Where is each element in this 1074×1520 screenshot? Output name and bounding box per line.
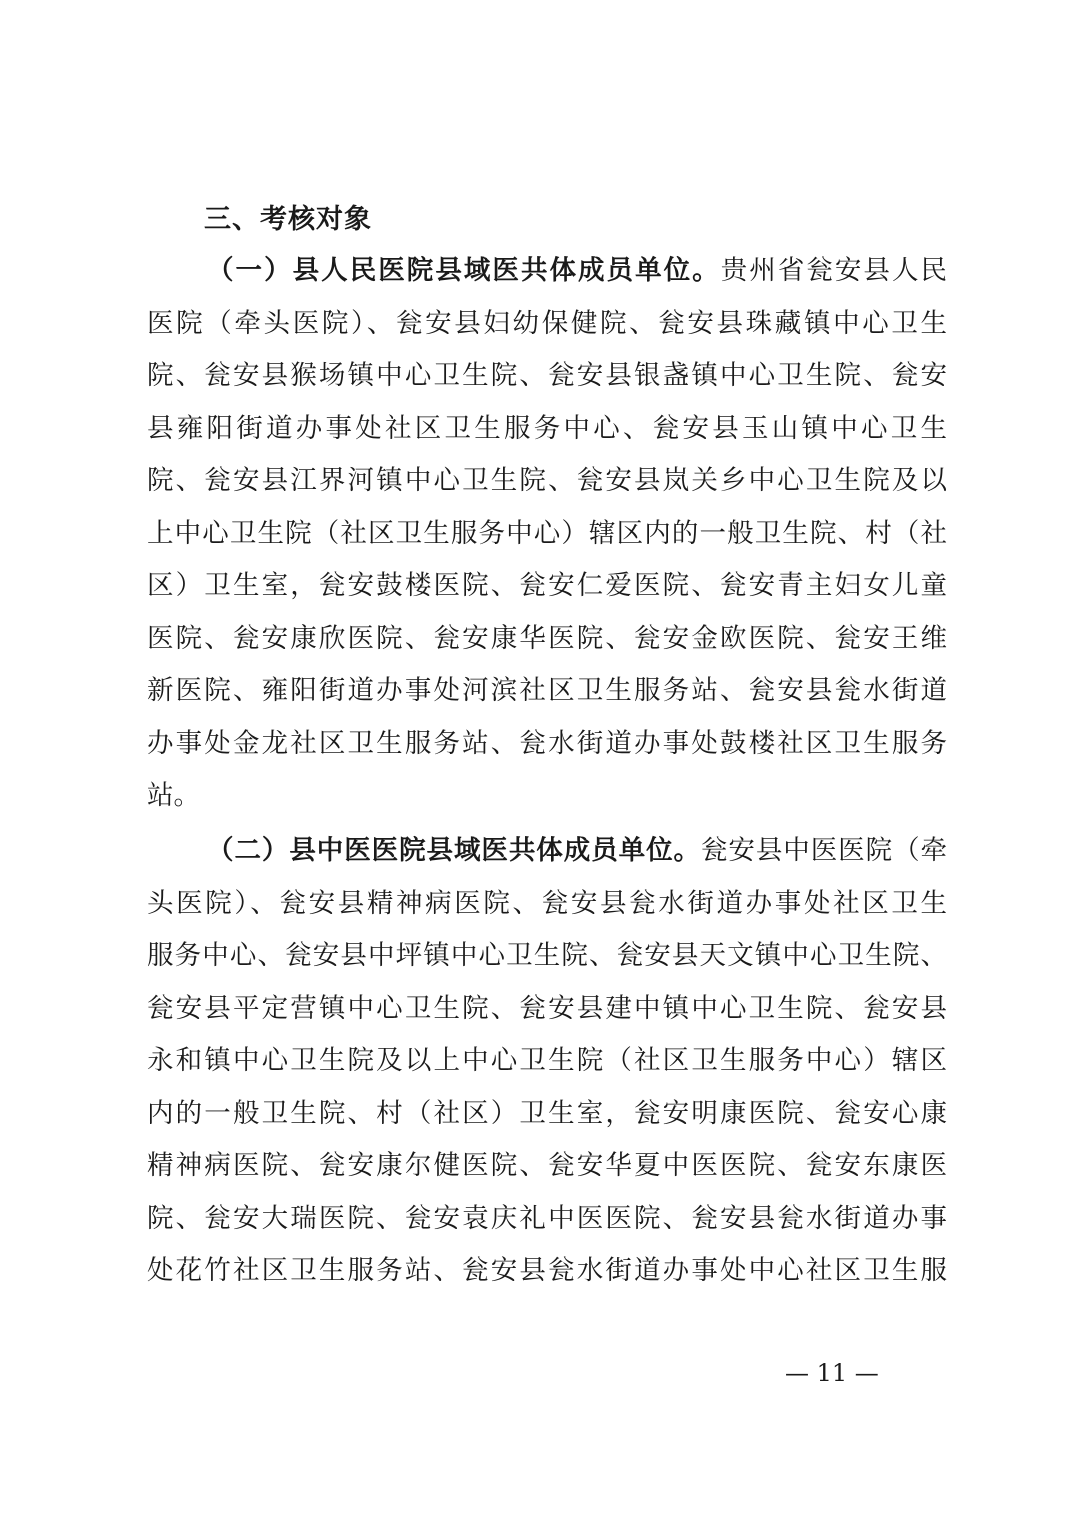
paragraph-line: 内的一般卫生院、村（社区）卫生室，瓮安明康医院、瓮安心康 [147,1097,947,1129]
paragraph-line [147,245,947,298]
paragraph-line: 精神病医院、瓮安康尔健医院、瓮安华夏中医医院、瓮安东康医 [147,1150,947,1181]
paragraph-lead: （一）县人民医院县域医共体成员单位。 [207,255,721,286]
paragraph-county-tcm-hospital [147,825,947,1298]
page-number: — 11 — [785,1359,879,1387]
paragraph-text: 瓮安县中医医院（牵 [700,835,948,866]
paragraph-line: 瓮安县平定营镇中心卫生院、瓮安县建中镇中心卫生院、瓮安县 [147,992,947,1024]
paragraph-line: 新医院、雍阳街道办事处河滨社区卫生服务站、瓮安县瓮水街道 [147,675,947,706]
paragraph-line: 县雍阳街道办事处社区卫生服务中心、瓮安县玉山镇中心卫生 [147,412,947,444]
paragraph-lead: （二）县中医医院县域医共体成员单位。 [207,835,701,866]
paragraph-line: 院、瓮安县江界河镇中心卫生院、瓮安县岚关乡中心卫生院及以 [147,465,947,496]
paragraph-line: 站。 [147,780,200,811]
section-heading: 三、考核对象 [204,204,372,235]
paragraph-line: 头医院）、瓮安县精神病医院、瓮安县瓮水街道办事处社区卫生 [147,887,947,919]
paragraph-line: 医院（牵头医院）、瓮安县妇幼保健院、瓮安县珠藏镇中心卫生 [147,307,947,339]
paragraph-line: 医院、瓮安康欣医院、瓮安康华医院、瓮安金欧医院、瓮安王维 [147,622,947,654]
paragraph-line [147,825,947,878]
paragraph-line: 院、瓮安县猴场镇中心卫生院、瓮安县银盏镇中心卫生院、瓮安 [147,360,947,391]
paragraph-line: 办事处金龙社区卫生服务站、瓮水街道办事处鼓楼社区卫生服务 [147,727,947,759]
paragraph-county-peoples-hospital [147,245,947,823]
paragraph-line: 处花竹社区卫生服务站、瓮安县瓮水街道办事处中心社区卫生服 [147,1255,947,1286]
paragraph-line: 院、瓮安大瑞医院、瓮安袁庆礼中医医院、瓮安县瓮水街道办事 [147,1202,947,1234]
paragraph-text: 贵州省瓮安县人民 [720,255,948,286]
paragraph-line: 上中心卫生院（社区卫生服务中心）辖区内的一般卫生院、村（社 [147,517,947,549]
paragraph-line: 区）卫生室，瓮安鼓楼医院、瓮安仁爱医院、瓮安青主妇女儿童 [147,570,947,601]
paragraph-line: 永和镇中心卫生院及以上中心卫生院（社区卫生服务中心）辖区 [147,1045,947,1076]
paragraph-line: 服务中心、瓮安县中坪镇中心卫生院、瓮安县天文镇中心卫生院、 [147,940,947,971]
